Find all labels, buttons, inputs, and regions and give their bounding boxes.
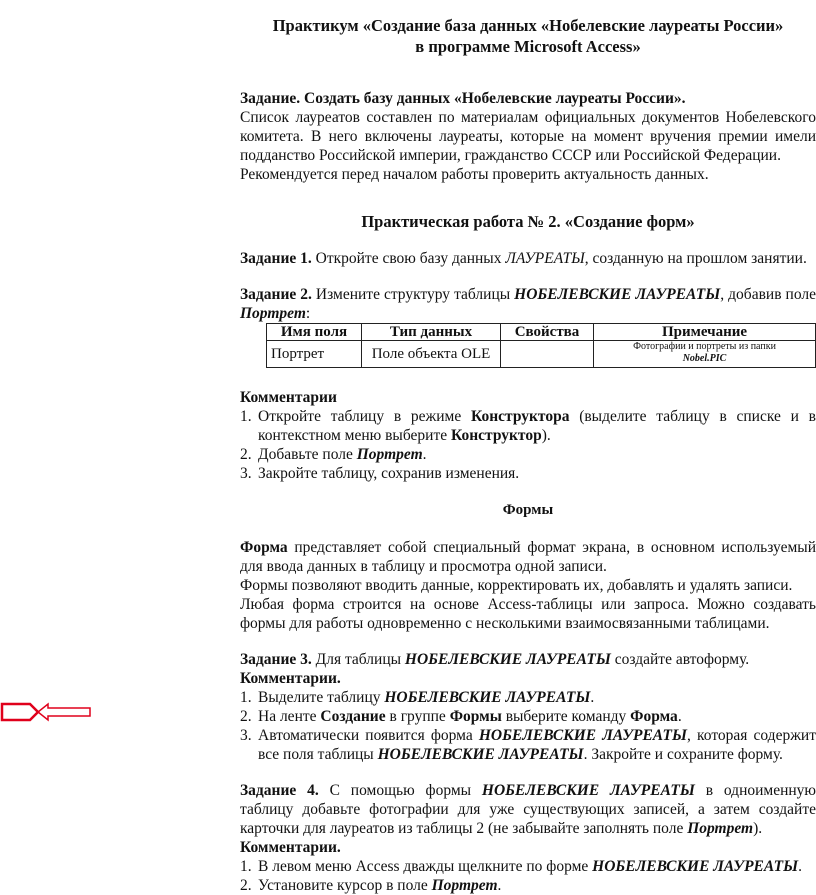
task-2: Задание 2. Измените структуру таблицы НОБЕЛЕВСКИЕ ЛАУРЕАТЫ, добавив поле Портрет: xyxy=(240,286,816,322)
table-header: Свойства xyxy=(501,324,594,341)
list-item: 2. Установите курсор в поле Портрет. xyxy=(240,877,502,894)
title-line-1: Практикум «Создание база данных «Нобелевские лауреаты России» xyxy=(272,16,784,35)
list-item: 1. Выделите таблицу НОБЕЛЕВСКИЕ ЛАУРЕАТЫ. xyxy=(240,689,595,706)
forms-paragraph-1: Форма представляет собой специальный формат экрана, в основном используемый для ввода данных в таблицу и просмотра одной записи. xyxy=(240,539,816,575)
list-item: 3. Автоматически появится форма НОБЕЛЕВСКИЕ ЛАУРЕАТЫ, которая содержит все поля таблицы НОБЕЛЕВСКИЕ ЛАУРЕАТЫ. Закройте и сохраните форму. xyxy=(240,727,816,763)
table-cell: Портрет xyxy=(267,341,362,368)
document-title xyxy=(240,15,816,57)
list-item: 2. Добавьте поле Портрет. xyxy=(240,446,427,463)
task-4-comments-title: Комментарии. xyxy=(240,839,341,856)
list-item: 1. В левом меню Access дважды щелкните по форме НОБЕЛЕВСКИЕ ЛАУРЕАТЫ. xyxy=(240,858,802,875)
table-cell xyxy=(501,341,594,368)
arrow-right-outline-icon xyxy=(0,700,92,724)
table-header: Примечание xyxy=(594,324,816,341)
intro-paragraph: Список лауреатов составлен по материалам официальных документов Нобелевского комитета. В него включены лауреаты, которые на момент вручения премии имели подданство Российской империи, гражданство СССР или Российской Федерации. xyxy=(240,109,816,164)
list-item: 1. Откройте таблицу в режиме Конструктора (выделите таблицу в списке и в контекстном меню выберите Конструктор). xyxy=(240,408,816,444)
forms-title: Формы xyxy=(502,502,554,518)
title-line-2: в программе Microsoft Access» xyxy=(415,37,641,56)
list-item: 3. Закройте таблицу, сохранив изменения. xyxy=(240,465,520,482)
table-header: Тип данных xyxy=(362,324,501,341)
forms-paragraph-2: Формы позволяют вводить данные, корректировать их, добавлять и удалять записи. xyxy=(240,577,793,594)
task-1: Задание 1. Откройте свою базу данных ЛАУРЕАТЫ, созданную на прошлом занятии. xyxy=(240,250,807,267)
table-row xyxy=(267,341,816,368)
comments-title: Комментарии xyxy=(240,389,337,406)
section-title: Практическая работа № 2. «Создание форм» xyxy=(361,212,695,231)
intro-recommendation: Рекомендуется перед началом работы проверить актуальность данных. xyxy=(240,166,709,183)
table-header-row xyxy=(267,324,816,341)
table-header: Имя поля xyxy=(267,324,362,341)
forms-paragraph-3: Любая форма строится на основе Access-таблицы или запроса. Можно создавать формы для работы одновременно с несколькими взаимосвязанными таблицами. xyxy=(240,596,816,632)
task-4: Задание 4. С помощью формы НОБЕЛЕВСКИЕ ЛАУРЕАТЫ в одноименную таблицу добавьте фотографии для уже существующих записей, а затем создайте карточки для лауреатов из таблицы 2 (не забывайте заполнять поле Портрет). xyxy=(240,782,816,837)
task-3-comments-title: Комментарии. xyxy=(240,670,341,687)
table-cell: Поле объекта OLE xyxy=(362,341,501,368)
document-page xyxy=(240,0,816,895)
table-cell-note: Фотографии и портреты из папки Nobel.PIC xyxy=(594,341,816,368)
task-3: Задание 3. Для таблицы НОБЕЛЕВСКИЕ ЛАУРЕАТЫ создайте автоформу. xyxy=(240,651,750,668)
fields-table xyxy=(266,323,816,368)
intro-task: Задание. Создать базу данных «Нобелевские лауреаты России». xyxy=(240,90,686,107)
list-item: 2. На ленте Создание в группе Формы выберите команду Форма. xyxy=(240,708,682,725)
